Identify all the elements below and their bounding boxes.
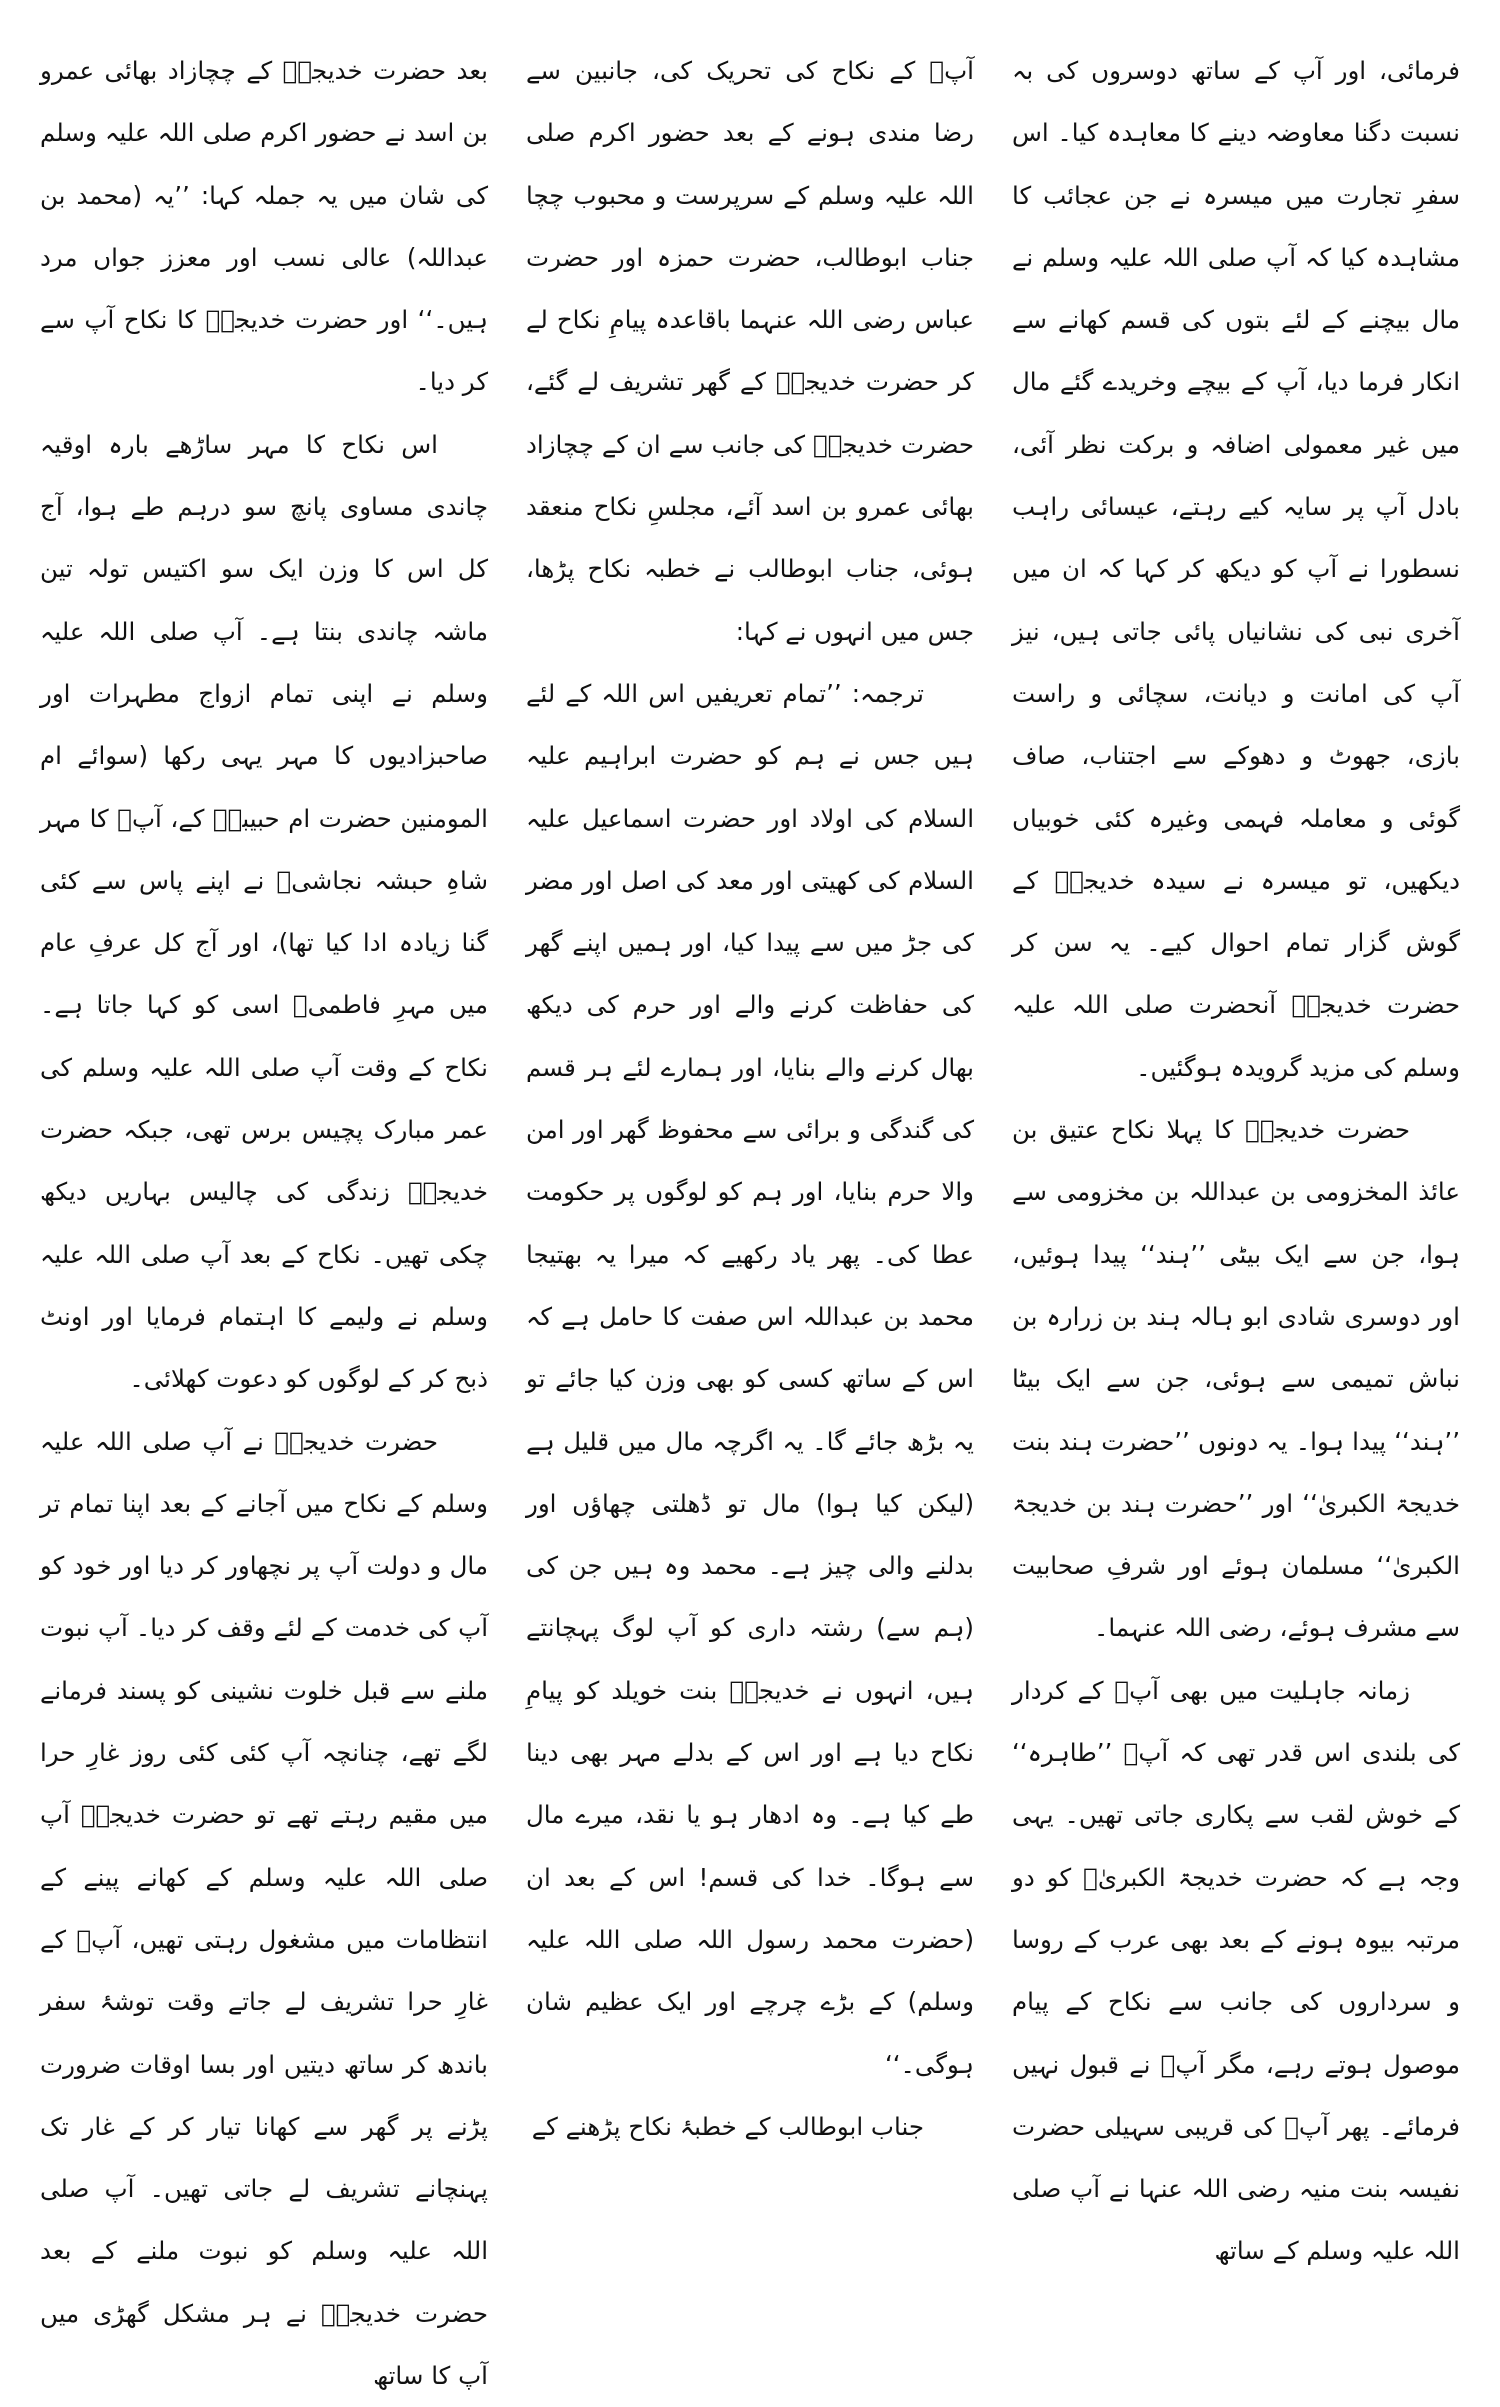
paragraph: حضرت خدیجہؓ کا پہلا نکاح عتیق بن عائذ المخزومی بن عبداللہ بن مخزومی سے ہوا، جن سے ایک بیٹی ’’ہند‘‘ پیدا ہوئیں، اور دوسری شادی ابو ہالہ ہند بن زرارہ بن نباش تمیمی سے ہوئی، جن سے ایک بیٹا ’’ہند‘‘ پیدا ہوا۔ یہ دونوں ’’حضرت ہند بنت خدیجۃ الکبریٰ‘‘ اور ’’حضرت ہند بن خدیجۃ الکبریٰ‘‘ مسلمان ہوئے اور شرفِ صحابیت سے مشرف ہوئے، رضی اللہ عنہما۔ [1012,1115,1460,1643]
text-column-middle [526,40,974,2160]
text-column-right [1012,40,1460,2266]
paragraph: ترجمہ: ’’تمام تعریفیں اس اللہ کے لئے ہیں جس نے ہم کو حضرت ابراہیم علیہ السلام کی اولاد اور حضرت اسماعیل علیہ السلام کی کھیتی اور معد کی اصل اور مضر کی جڑ میں سے پیدا کیا، اور ہمیں اپنے گھر کی حفاظت کرنے والے اور حرم کی دیکھ بھال کرنے والے بنایا، اور ہمارے لئے ہر قسم کی گندگی و برائی سے محفوظ گھر اور امن والا حرم بنایا، اور ہم کو لوگوں پر حکومت عطا کی۔ پھر یاد رکھیے کہ میرا یہ بھتیجا محمد بن عبداللہ اس صفت کا حامل ہے کہ اس کے ساتھ کسی کو بھی وزن کیا جائے تو یہ بڑھ جائے گا۔ یہ اگرچہ مال میں قلیل ہے (لیکن کیا ہوا) مال تو ڈھلتی چھاؤں اور بدلنے والی چیز ہے۔ محمد وہ ہیں جن کی (ہم سے) رشتہ داری کو آپ لوگ پہچانتے ہیں، انہوں نے خدیجہؓ بنت خویلد کو پیامِ نکاح دیا ہے اور اس کے بدلے مہر بھی دینا طے کیا ہے۔ وہ ادھار ہو یا نقد، میرے مال سے ہوگا۔ خدا کی قسم! اس کے بعد ان (حضرت محمد رسول اللہ صلی اللہ علیہ وسلم) کے بڑے چرچے اور ایک عظیم شان ہوگی۔‘‘ [526,678,974,2079]
paragraph: بعد حضرت خدیجہؓ کے چچازاد بھائی عمرو بن اسد نے حضور اکرم صلی اللہ علیہ وسلم کی شان میں یہ جملہ کہا: ’’یہ (محمد بن عبداللہ) عالی نسب اور معزز جواں مرد ہیں۔‘‘ اور حضرت خدیجہؓ کا نکاح آپ سے کر دیا۔ [40,56,488,397]
paragraph: زمانہ جاہلیت میں بھی آپؐ کے کردار کی بلندی اس قدر تھی کہ آپؐ ’’طاہرہ‘‘ کے خوش لقب سے پکاری جاتی تھیں۔ یہی وجہ ہے کہ حضرت خدیجۃ الکبریٰؓ کو دو مرتبہ بیوہ ہونے کے بعد بھی عرب کے روسا و سرداروں کی جانب سے نکاح کے پیام موصول ہوتے رہے، مگر آپؐ نے قبول نہیں فرمائے۔ پھر آپؐ کی قریبی سہیلی حضرت نفیسہ بنت منیہ رضی اللہ عنہا نے آپ صلی اللہ علیہ وسلم کے ساتھ [1012,1675,1460,2266]
paragraph: فرمائی، اور آپ کے ساتھ دوسروں کی بہ نسبت دگنا معاوضہ دینے کا معاہدہ کیا۔ اس سفرِ تجارت میں میسرہ نے جن عجائب کا مشاہدہ کیا کہ آپ صلی اللہ علیہ وسلم نے مال بیچنے کے لئے بتوں کی قسم کھانے سے انکار فرما دیا، آپ کے بیچے وخریدے گئے مال میں غیر معمولی اضافہ و برکت نظر آئی، بادل آپ پر سایہ کیے رہتے، عیسائی راہب نسطورا نے آپ کو دیکھ کر کہا کہ ان میں آخری نبی کی نشانیاں پائی جاتی ہیں، نیز آپ کی امانت و دیانت، سچائی و راست بازی، جھوٹ و دھوکے سے اجتناب، صاف گوئی و معاملہ فہمی وغیرہ کئی خوبیاں دیکھیں، تو میسرہ نے سیدہ خدیجہؓ کے گوش گزار تمام احوال کیے۔ یہ سن کر حضرت خدیجہؓ آنحضرت صلی اللہ علیہ وسلم کی مزید گرویدہ ہوگئیں۔ [1012,56,1460,1082]
paragraph: اس نکاح کا مہر ساڑھے بارہ اوقیہ چاندی مساوی پانچ سو درہم طے ہوا، آج کل اس کا وزن ایک سو اکتیس تولہ تین ماشہ چاندی بنتا ہے۔ آپ صلی اللہ علیہ وسلم نے اپنی تمام ازواج مطہرات اور صاحبزادیوں کا مہر یہی رکھا (سوائے ام المومنین حضرت ام حبیبہؓ کے، آپؐ کا مہر شاہِ حبشہ نجاشیؓ نے اپنے پاس سے کئی گنا زیادہ ادا کیا تھا)، اور آج کل عرفِ عام میں مہرِ فاطمیؓ اسی کو کہا جاتا ہے۔ نکاح کے وقت آپ صلی اللہ علیہ وسلم کی عمر مبارک پچیس برس تھی، جبکہ حضرت خدیجہؓ زندگی کی چالیس بہاریں دیکھ چکی تھیں۔ نکاح کے بعد آپ صلی اللہ علیہ وسلم نے ولیمے کا اہتمام فرمایا اور اونٹ ذبح کر کے لوگوں کو دعوت کھلائی۔ [40,429,488,1394]
paragraph: آپؐ کے نکاح کی تحریک کی، جانبین سے رضا مندی ہونے کے بعد حضور اکرم صلی اللہ علیہ وسلم کے سرپرست و محبوب چچا جناب ابوطالب، حضرت حمزہ اور حضرت عباس رضی اللہ عنہما باقاعدہ پیامِ نکاح لے کر حضرت خدیجہؓ کے گھر تشریف لے گئے، حضرت خدیجہؓ کی جانب سے ان کے چچازاد بھائی عمرو بن اسد آئے، مجلسِ نکاح منعقد ہوئی، جناب ابوطالب نے خطبہ نکاح پڑھا، جس میں انہوں نے کہا: [526,56,974,646]
paragraph: حضرت خدیجہؓ نے آپ صلی اللہ علیہ وسلم کے نکاح میں آجانے کے بعد اپنا تمام تر مال و دولت آپ پر نچھاور کر دیا اور خود کو آپ کی خدمت کے لئے وقف کر دیا۔ آپ نبوت ملنے سے قبل خلوت نشینی کو پسند فرمانے لگے تھے، چنانچہ آپ کئی کئی روز غارِ حرا میں مقیم رہتے تھے تو حضرت خدیجہؓ آپ صلی اللہ علیہ وسلم کے کھانے پینے کے انتظامات میں مشغول رہتی تھیں، آپؐ کے غارِ حرا تشریف لے جاتے وقت توشۂ سفر باندھ کر ساتھ دیتیں اور بسا اوقات ضرورت پڑنے پر گھر سے کھانا تیار کر کے غار تک پہنچانے تشریف لے جاتی تھیں۔ آپ صلی اللہ علیہ وسلم کو نبوت ملنے کے بعد حضرت خدیجہؓ نے ہر مشکل گھڑی میں آپ کا ساتھ [40,1426,488,2390]
paragraph: جناب ابوطالب کے خطبۂ نکاح پڑھنے کے [531,2111,924,2141]
text-column-left [40,40,488,2390]
